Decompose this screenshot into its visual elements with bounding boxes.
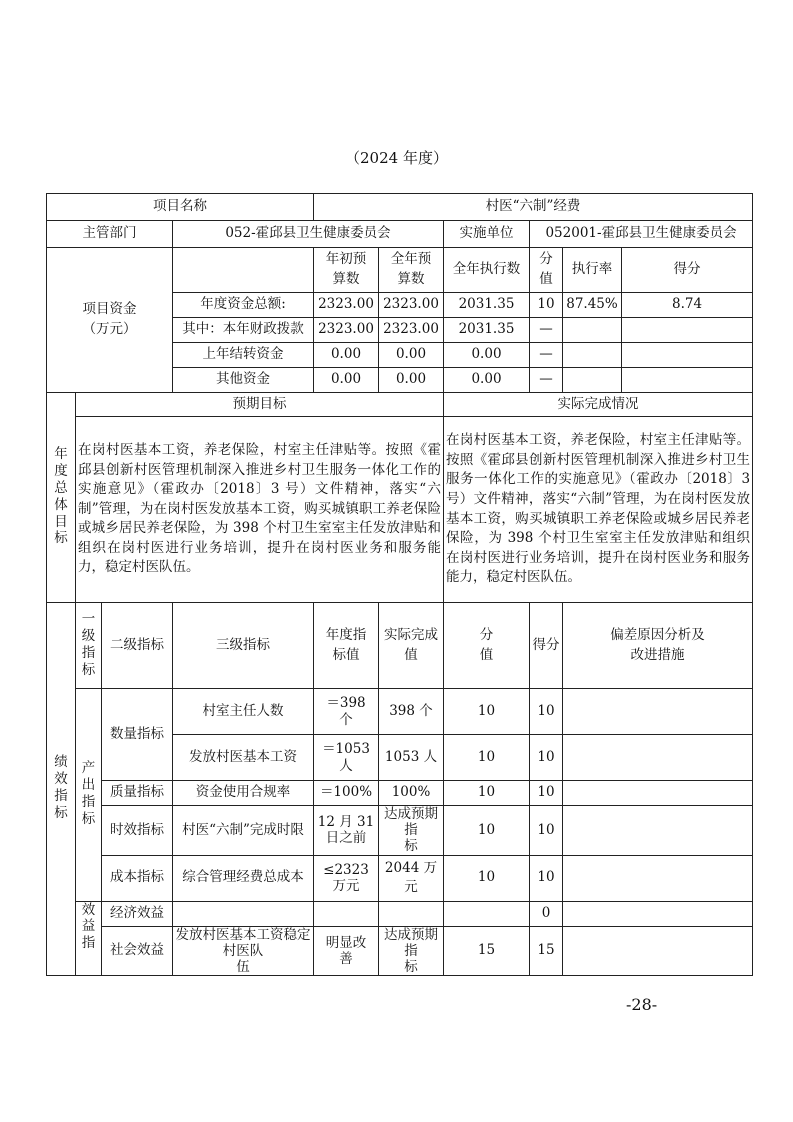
indicator-weight: 10 [444, 689, 530, 735]
indicator-weight: 10 [444, 855, 530, 901]
level3-header: 三级指标 [173, 603, 314, 689]
target-header: 年度指 标值 [314, 603, 379, 689]
funds-header-score: 得分 [622, 248, 753, 293]
actual-header: 实际完成值 [379, 603, 444, 689]
funds-weight: — [530, 343, 563, 368]
level1-header: 一级指标 [76, 603, 102, 689]
indicator-actual [379, 901, 444, 926]
score-header: 得分 [530, 603, 563, 689]
funds-row-label: 年度资金总额: [173, 293, 314, 318]
annual-goal-section-label: 年度总体目标 [47, 393, 76, 603]
indicator-target [314, 901, 379, 926]
actual-result-text: 在岗村医基本工资，养老保险，村室主任津贴等。按照《霍邱县创新村医管理机制深入推进乡村卫生服务一体化工作的实施意见》（霍政办〔2018〕3 号）文件精神，落实“六制”管理，为在岗村医发放基本工资，购买城镇职工养老保险或城乡居民养老保险，为 398 个村卫生室室主任发放津贴和组织在岗村医进行业务培训，提升在岗村医业务和服务能力，稳定村医队伍。 [444, 417, 753, 603]
report-year: （2024 年度） [345, 149, 448, 167]
funds-initial: 0.00 [314, 368, 379, 393]
impl-unit-label: 实施单位 [444, 221, 530, 248]
indicator-score: 10 [530, 806, 563, 856]
indicator-analysis [563, 806, 753, 856]
expected-goal-text: 在岗村医基本工资，养老保险，村室主任津贴等。按照《霍邱县创新村医管理机制深入推进乡村卫生服务一体化工作的实施意见》（霍政办〔2018〕3 号）文件精神，落实“六制”管理，为在岗村医发放基本工资，购买城镇职工养老保险或城乡居民养老保险，为 398 个村卫生室室主任发放津贴和组织在岗村医进行业务培训，提升在岗村医业务和服务能力，稳定村医队伍。 [76, 417, 444, 603]
funds-header-executed: 全年执行数 [444, 248, 530, 293]
indicator-weight: 10 [444, 806, 530, 856]
output-indicator-label: 产出指标 [76, 689, 102, 902]
indicator-score: 10 [530, 735, 563, 781]
dept-value: 052-霍邱县卫生健康委员会 [173, 221, 444, 248]
indicator-score: 10 [530, 689, 563, 735]
indicator-score: 0 [530, 901, 563, 926]
funds-executed: 0.00 [444, 368, 530, 393]
time-indicator-label: 时效指标 [102, 806, 173, 856]
indicator-score: 10 [530, 855, 563, 901]
indicator-target: ＝398 个 [314, 689, 379, 735]
indicator-score: 15 [530, 926, 563, 976]
funds-header-rate: 执行率 [563, 248, 622, 293]
indicator-weight: 10 [444, 735, 530, 781]
indicator-target: ＝100% [314, 781, 379, 806]
funds-annual: 2323.00 [379, 318, 444, 343]
funds-row-label: 上年结转资金 [173, 343, 314, 368]
indicator-weight: 15 [444, 926, 530, 976]
funds-rate [563, 343, 622, 368]
funds-weight: — [530, 368, 563, 393]
level2-header: 二级指标 [102, 603, 173, 689]
indicator-actual: 398 个 [379, 689, 444, 735]
indicator-weight [444, 901, 530, 926]
funds-initial: 2323.00 [314, 293, 379, 318]
project-name-value: 村医“六制”经费 [314, 194, 753, 221]
indicator-name: 村室主任人数 [173, 689, 314, 735]
indicator-analysis [563, 781, 753, 806]
social-benefit-label: 社会效益 [102, 926, 173, 976]
funds-executed: 2031.35 [444, 318, 530, 343]
funds-header-weight: 分 值 [530, 248, 563, 293]
expected-goal-header: 预期目标 [76, 393, 444, 417]
funds-section-label: 项目资金 （万元） [47, 248, 173, 393]
indicator-actual: 2044 万元 [379, 855, 444, 901]
indicator-name: 发放村医基本工资 [173, 735, 314, 781]
indicator-name: 资金使用合规率 [173, 781, 314, 806]
indicator-target: 明显改 善 [314, 926, 379, 976]
funds-rate [563, 368, 622, 393]
impl-unit-value: 052001-霍邱县卫生健康委员会 [530, 221, 753, 248]
quality-indicator-label: 质量指标 [102, 781, 173, 806]
analysis-header: 偏差原因分析及 改进措施 [563, 603, 753, 689]
funds-score: 8.74 [622, 293, 753, 318]
funds-score [622, 343, 753, 368]
funds-initial: 0.00 [314, 343, 379, 368]
funds-header-blank [173, 248, 314, 293]
project-name-label: 项目名称 [47, 194, 314, 221]
cost-indicator-label: 成本指标 [102, 855, 173, 901]
performance-evaluation-table [46, 193, 753, 976]
economic-benefit-label: 经济效益 [102, 901, 173, 926]
indicator-target: ≤2323 万元 [314, 855, 379, 901]
performance-section-label: 绩效指标 [47, 603, 76, 976]
funds-rate [563, 318, 622, 343]
weight-header: 分 值 [444, 603, 530, 689]
indicator-analysis [563, 855, 753, 901]
funds-executed: 2031.35 [444, 293, 530, 318]
funds-weight: — [530, 318, 563, 343]
funds-row-label: 其中：本年财政拨款 [173, 318, 314, 343]
indicator-analysis [563, 735, 753, 781]
indicator-name: 村医“六制”完成时限 [173, 806, 314, 856]
funds-executed: 0.00 [444, 343, 530, 368]
indicator-actual: 1053 人 [379, 735, 444, 781]
benefit-indicator-label: 效益指 [76, 901, 102, 976]
actual-result-header: 实际完成情况 [444, 393, 753, 417]
indicator-target: 12 月 31 日之前 [314, 806, 379, 856]
funds-weight: 10 [530, 293, 563, 318]
funds-row-label: 其他资金 [173, 368, 314, 393]
page-number: -28- [626, 995, 658, 1014]
indicator-analysis [563, 926, 753, 976]
funds-annual: 0.00 [379, 368, 444, 393]
indicator-target: ＝1053 人 [314, 735, 379, 781]
indicator-name: 发放村医基本工资稳定村医队 伍 [173, 926, 314, 976]
funds-rate: 87.45% [563, 293, 622, 318]
indicator-weight: 10 [444, 781, 530, 806]
funds-initial: 2323.00 [314, 318, 379, 343]
indicator-name [173, 901, 314, 926]
funds-annual: 0.00 [379, 343, 444, 368]
funds-header-annual: 全年预 算数 [379, 248, 444, 293]
funds-score [622, 368, 753, 393]
dept-label: 主管部门 [47, 221, 173, 248]
quantity-indicator-label: 数量指标 [102, 689, 173, 781]
indicator-score: 10 [530, 781, 563, 806]
indicator-analysis [563, 689, 753, 735]
funds-header-initial: 年初预 算数 [314, 248, 379, 293]
indicator-actual: 达成预期指 标 [379, 806, 444, 856]
indicator-actual: 100% [379, 781, 444, 806]
indicator-analysis [563, 901, 753, 926]
indicator-name: 综合管理经费总成本 [173, 855, 314, 901]
funds-score [622, 318, 753, 343]
funds-annual: 2323.00 [379, 293, 444, 318]
indicator-actual: 达成预期指 标 [379, 926, 444, 976]
